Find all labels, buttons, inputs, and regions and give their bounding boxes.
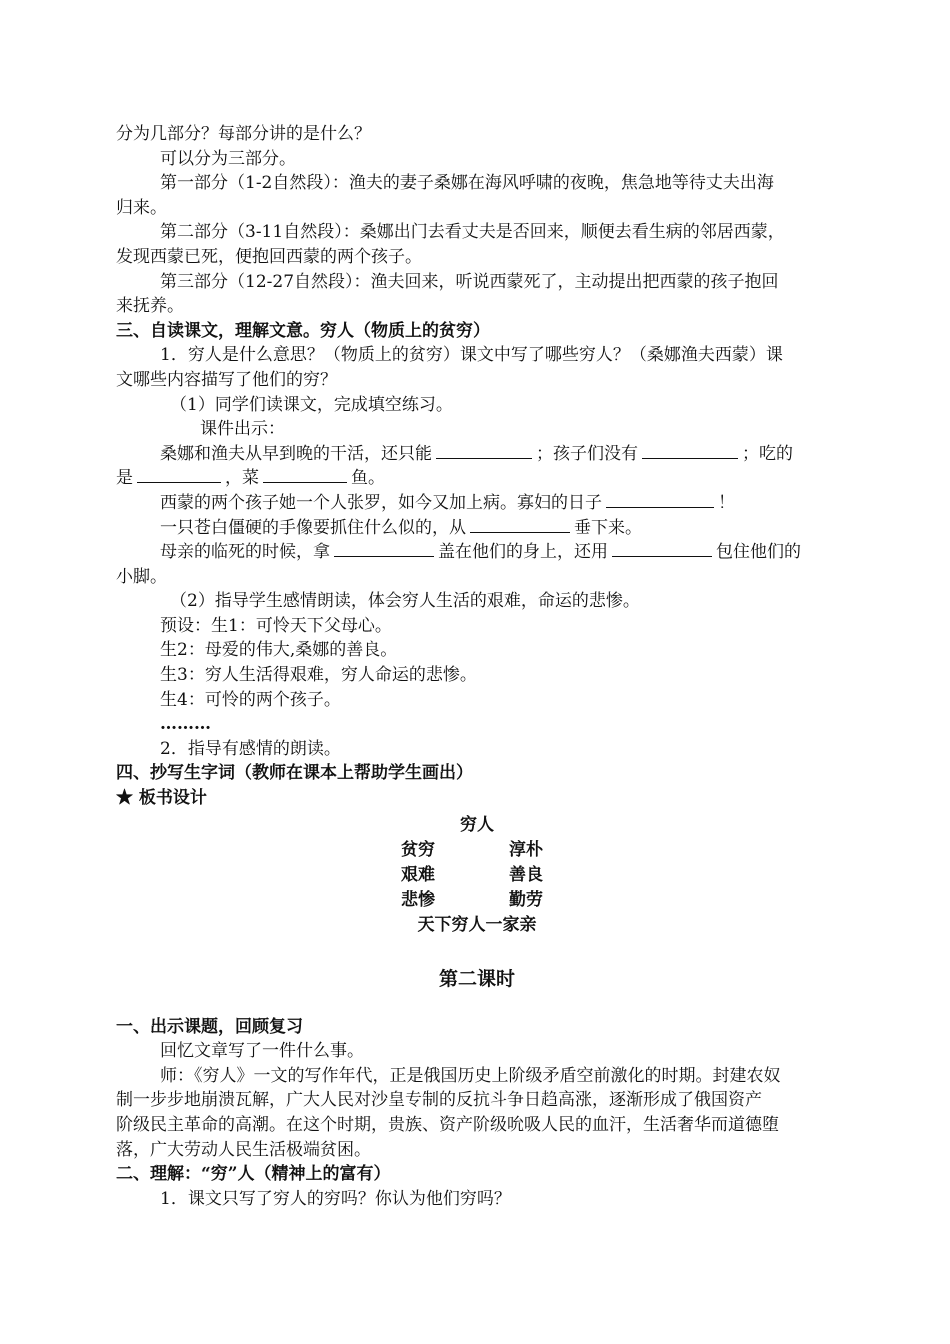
board-title: 穷人 bbox=[460, 814, 494, 835]
board-row bbox=[116, 863, 838, 888]
board-footer: 天下穷人一家亲 bbox=[417, 914, 537, 935]
fill-text: 包住他们的 bbox=[716, 542, 801, 563]
fill-blank-line bbox=[116, 516, 838, 541]
fill-blank-line bbox=[116, 466, 838, 491]
paragraph-line: 阶级民主革命的高潮。在这个时期，贵族、资产阶级吮吸人民的血汗，生活奢华而道德堕 bbox=[116, 1115, 779, 1135]
fill-blank[interactable] bbox=[436, 442, 532, 459]
fill-blank-line bbox=[116, 491, 838, 516]
fill-blank[interactable] bbox=[642, 442, 738, 459]
fill-blank[interactable] bbox=[470, 516, 570, 533]
courseware-label: 课件出示： bbox=[200, 419, 285, 440]
paragraph-line: 制一步步地崩溃瓦解，广大人民对沙皇专制的反抗斗争日趋高涨，逐渐形成了俄国资产 bbox=[116, 1090, 762, 1111]
lesson-2-title: 第二课时 bbox=[438, 967, 515, 990]
paragraph-line: 回忆文章写了一件什么事。 bbox=[160, 1041, 364, 1062]
student-line: 生2：母爱的伟大,桑娜的善良。 bbox=[160, 640, 398, 661]
board-word: 勤劳 bbox=[509, 889, 543, 910]
fill-text: 桑娜和渔夫从早到晚的干活，还只能 bbox=[160, 443, 432, 464]
fill-blank[interactable] bbox=[137, 466, 221, 483]
board-word: 艰难 bbox=[401, 864, 435, 885]
sub-item-2: （2）指导学生感情朗读，体会穷人生活的艰难，命运的悲惨。 bbox=[170, 591, 640, 612]
preset-line: 预设：生1：可怜天下父母心。 bbox=[160, 615, 392, 636]
fill-text: ，菜 bbox=[225, 468, 259, 489]
lesson-structure-block bbox=[116, 122, 838, 319]
fill-text: 鱼。 bbox=[351, 468, 385, 489]
paragraph-line: 1．课文只写了穷人的穷吗？你认为他们穷吗？ bbox=[160, 1188, 511, 1209]
l2-section-heading-2: 二、理解：“穷”人（精神上的富有） bbox=[116, 1164, 391, 1185]
paragraph-line: 第一部分（1-2自然段）：渔夫的妻子桑娜在海风呼啸的夜晚，焦急地等待丈夫出海 bbox=[160, 173, 774, 194]
fill-text: 垂下来。 bbox=[574, 517, 642, 538]
sub-item-1: （1）同学们读课文，完成填空练习。 bbox=[170, 394, 453, 415]
fill-blank[interactable] bbox=[612, 540, 712, 557]
fill-text: 一只苍白僵硬的手像要抓住什么似的，从 bbox=[160, 517, 466, 538]
fill-text: ；吃的 bbox=[742, 443, 793, 464]
fill-text: 母亲的临死的时候，拿 bbox=[160, 542, 330, 563]
fill-text: 是 bbox=[116, 468, 133, 489]
paragraph-line: 归来。 bbox=[116, 197, 167, 218]
question-2: 2．指导有感情的朗读。 bbox=[160, 738, 341, 759]
fill-blank-line bbox=[116, 540, 838, 565]
board-word: 善良 bbox=[509, 864, 543, 885]
fill-text: 西蒙的两个孩子她一个人张罗，如今又加上病。寡妇的日子 bbox=[160, 492, 602, 513]
question-1-cont: 文哪些内容描写了他们的穷？ bbox=[116, 369, 337, 390]
fill-blank[interactable] bbox=[263, 466, 347, 483]
student-line: 生4：可怜的两个孩子。 bbox=[160, 689, 341, 710]
section-heading-3: 三、自读课文，理解文意。穷人（物质上的贫穷） bbox=[116, 320, 490, 341]
board-word: 贫穷 bbox=[401, 839, 435, 860]
ellipsis: ……… bbox=[160, 714, 211, 735]
fill-blank-line: 小脚。 bbox=[116, 566, 167, 587]
paragraph-line: 发现西蒙已死，便抱回西蒙的两个孩子。 bbox=[116, 246, 422, 267]
board-word: 悲惨 bbox=[401, 889, 435, 910]
board-row bbox=[116, 838, 838, 863]
document-page bbox=[116, 122, 838, 1211]
paragraph-line: 第三部分（12-27自然段）：渔夫回来，听说西蒙死了，主动提出把西蒙的孩子抱回 bbox=[160, 271, 779, 292]
fill-blank[interactable] bbox=[606, 491, 714, 508]
paragraph-line: 第二部分（3-11自然段）：桑娜出门去看丈夫是否回来，顺便去看生病的邻居西蒙， bbox=[160, 222, 785, 243]
paragraph-line: 可以分为三部分。 bbox=[160, 148, 296, 169]
section-heading-4: 四、抄写生字词（教师在课本上帮助学生画出） bbox=[116, 763, 473, 784]
fill-text: ；孩子们没有 bbox=[536, 443, 638, 464]
fill-blank[interactable] bbox=[334, 540, 434, 557]
board-design bbox=[116, 813, 838, 938]
board-word: 淳朴 bbox=[509, 839, 543, 860]
board-design-heading: ★ 板书设计 bbox=[116, 788, 207, 809]
paragraph-line: 分为几部分？每部分讲的是什么？ bbox=[116, 124, 371, 144]
paragraph-line: 落，广大劳动人民生活极端贫困。 bbox=[116, 1139, 371, 1160]
fill-text: ！ bbox=[718, 492, 735, 513]
question-1: 1．穷人是什么意思？（物质上的贫穷）课文中写了哪些穷人？（桑娜渔夫西蒙）课 bbox=[160, 345, 783, 366]
l2-section-heading-1: 一、出示课题，回顾复习 bbox=[116, 1016, 303, 1037]
paragraph-line: 师：《穷人》一文的写作年代，正是俄国历史上阶级矛盾空前激化的时期。封建农奴 bbox=[160, 1065, 781, 1086]
fill-blank-line bbox=[116, 442, 838, 467]
fill-text: 盖在他们的身上，还用 bbox=[438, 542, 608, 563]
board-row bbox=[116, 888, 838, 913]
student-line: 生3：穷人生活得艰难，穷人命运的悲惨。 bbox=[160, 665, 477, 686]
paragraph-line: 来抚养。 bbox=[116, 296, 184, 317]
